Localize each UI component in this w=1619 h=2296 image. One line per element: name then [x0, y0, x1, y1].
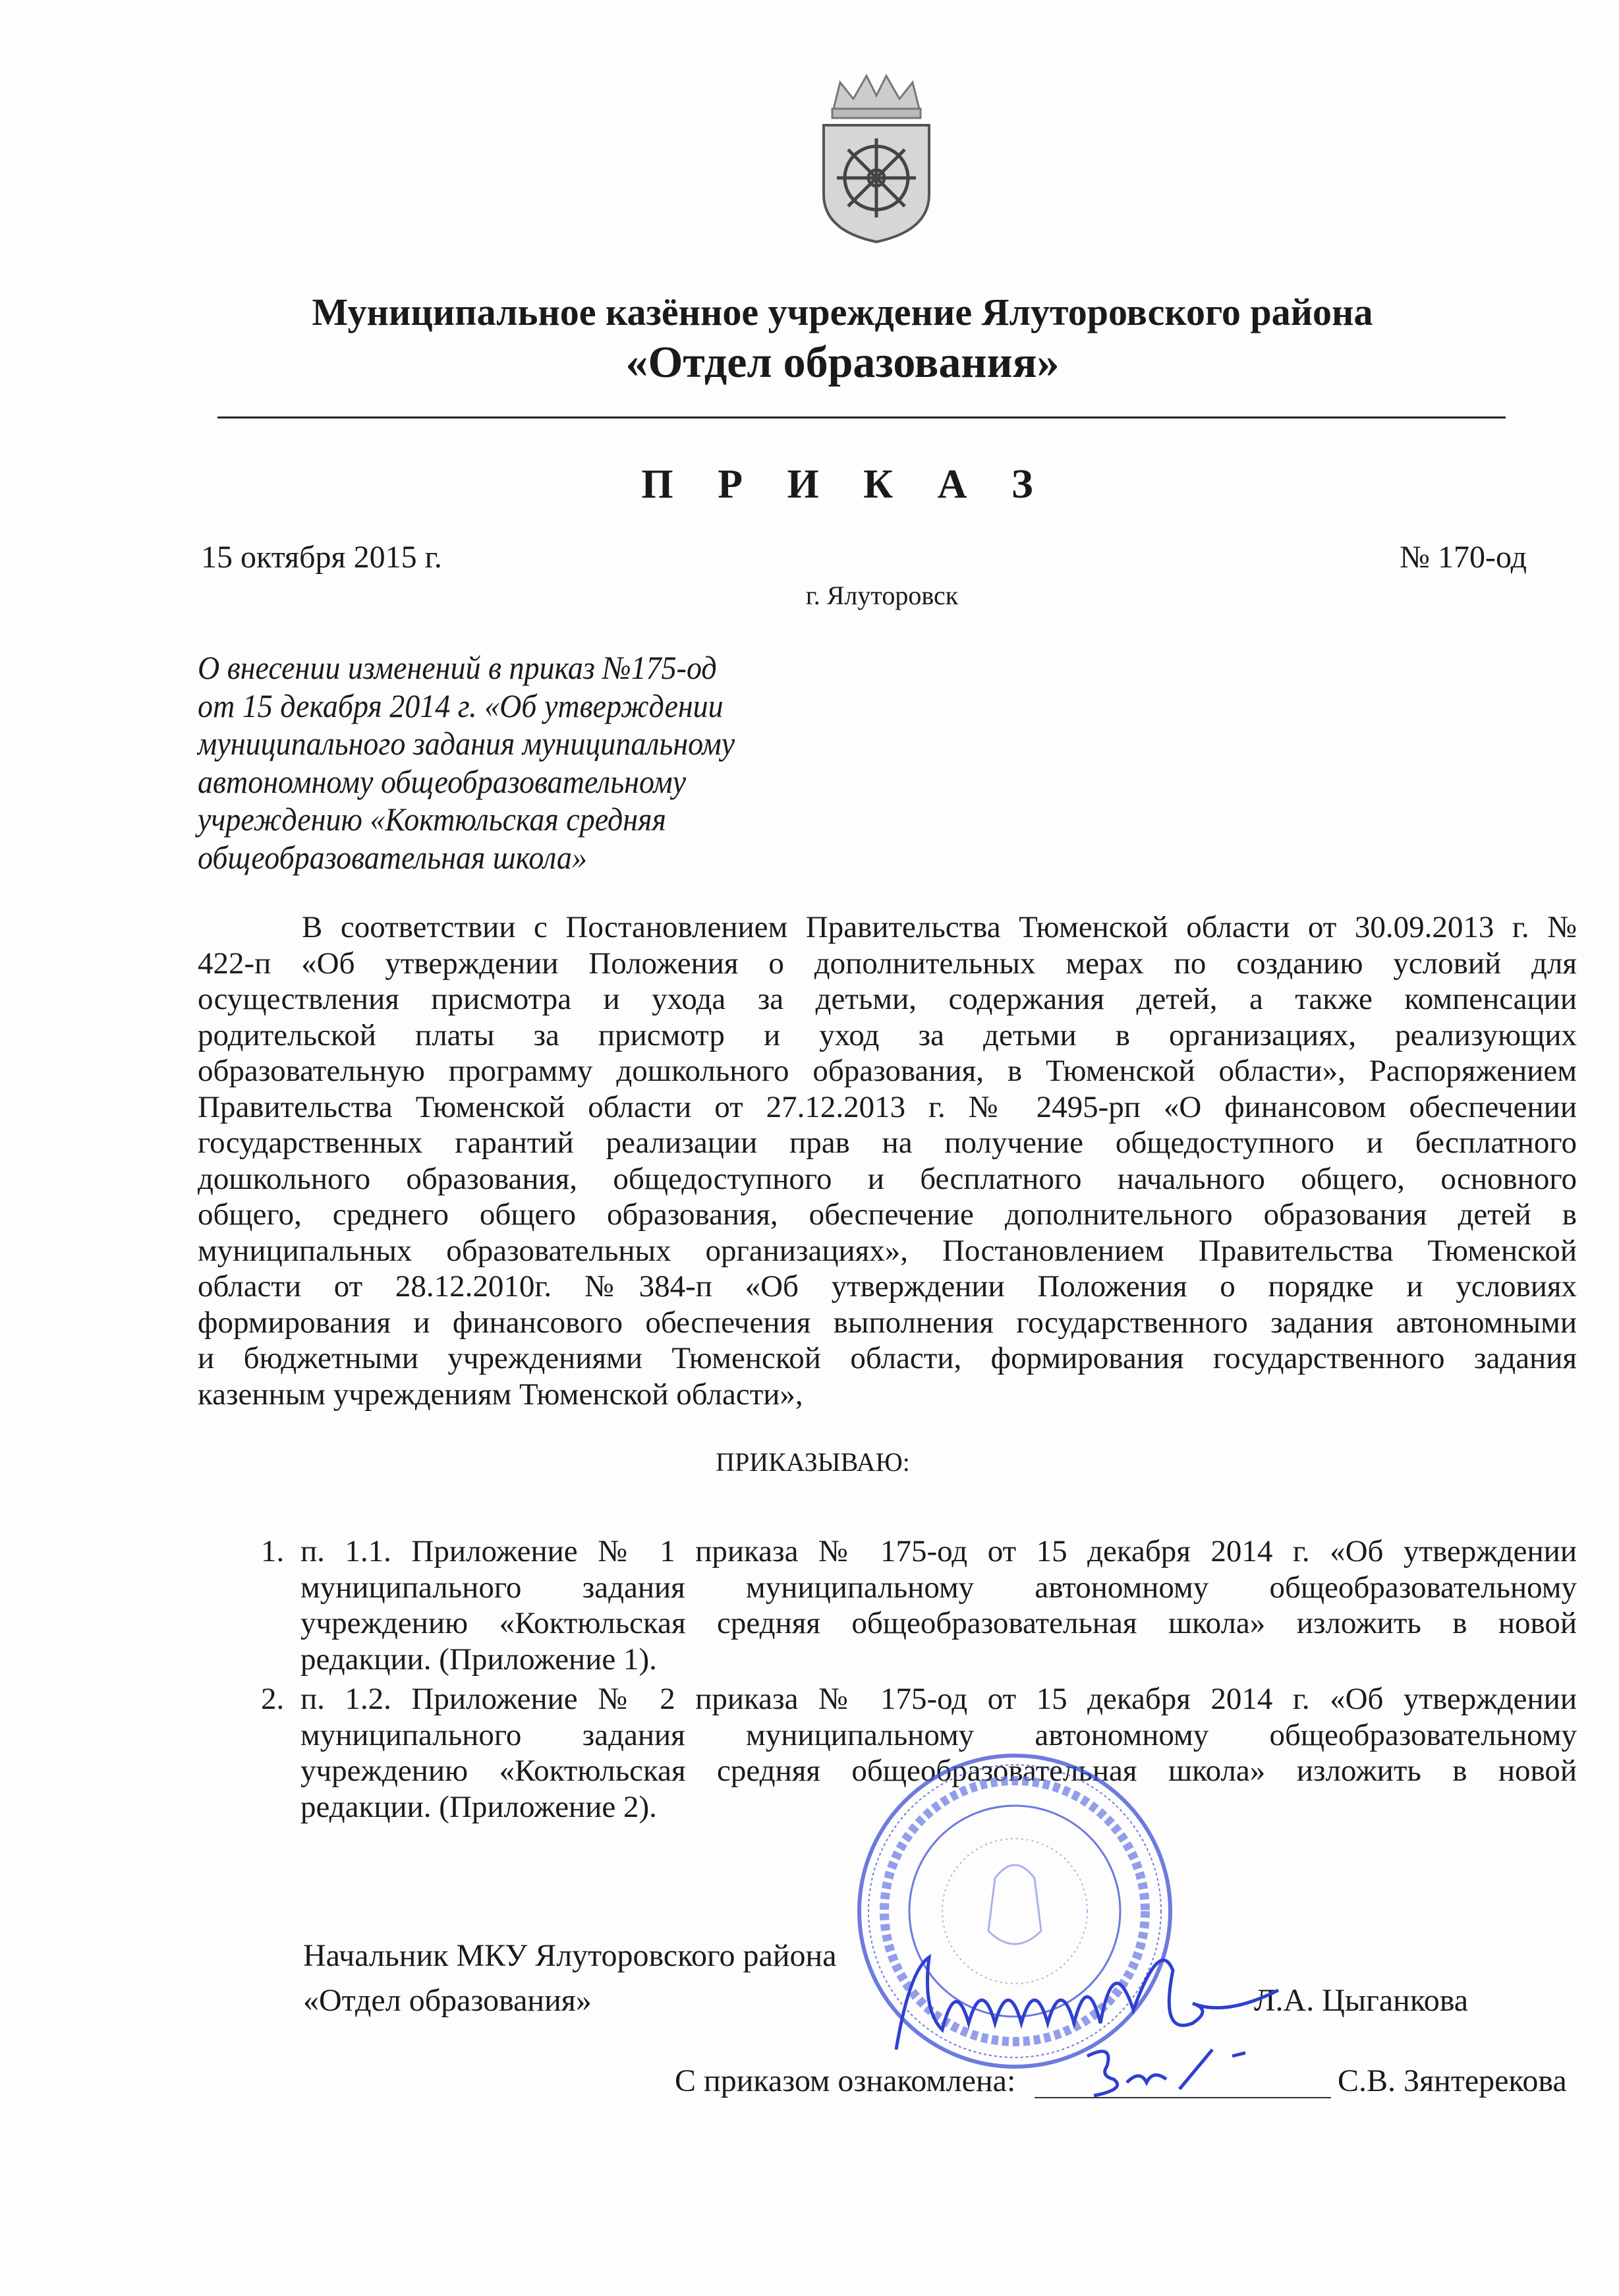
signatory-name: Л.А. Цыганкова: [1254, 1983, 1469, 2018]
item-line: редакции. (Приложение 1).: [300, 1642, 657, 1677]
subject-line: общеобразовательная школа»: [198, 838, 587, 876]
item-line: учреждению «Коктюльская средняя общеобразовательная школа» изложить в новой: [300, 1606, 1577, 1640]
item-line: муниципального задания муниципальному автономному общеобразовательному: [300, 1717, 1577, 1752]
coat-of-arms-icon: [814, 69, 939, 247]
subject-line: муниципального задания муниципальному: [198, 725, 735, 762]
signatory-department: «Отдел образования»: [303, 1983, 592, 2018]
signatory-position: Начальник МКУ Ялуторовского района: [303, 1938, 837, 1973]
item-line: учреждению «Коктюльская средняя общеобразовательная школа» изложить в новой: [300, 1754, 1577, 1788]
item-number: 1.: [261, 1534, 285, 1568]
order-item: [261, 1534, 1577, 1677]
item-line: муниципального задания муниципальному автономному общеобразовательному: [300, 1570, 1577, 1605]
subject-line: от 15 декабря 2014 г. «Об утверждении: [198, 687, 724, 724]
body-line: и бюджетными учреждениями Тюменской области, формирования государственного задания: [198, 1341, 1577, 1375]
body-line: муниципальных образовательных организациях», Постановлением Правительства Тюменской: [198, 1233, 1577, 1268]
body-line: казенным учреждениям Тюменской области»,: [198, 1377, 803, 1412]
body-line: государственных гарантий реализации прав на получение общедоступного и бесплатного: [198, 1126, 1577, 1160]
body-line: общего, среднего общего образования, обеспечение дополнительного образования детей в: [198, 1197, 1577, 1232]
acknowledged-name: С.В. Зянтерекова: [1338, 2063, 1567, 2098]
header-divider: [217, 416, 1506, 418]
body-line: области от 28.12.2010г. №384-п «Об утверждении Положения о порядке и условиях: [198, 1269, 1577, 1304]
item-line: редакции. (Приложение 2).: [300, 1789, 657, 1824]
order-word: ПРИКАЗЫВАЮ:: [716, 1447, 910, 1477]
item-number: 2.: [261, 1682, 285, 1716]
item-line: п. 1.1. Приложение № 1 приказа № 175-од от 15 декабря 2014 г. «Об утверждении: [300, 1534, 1577, 1568]
document-number: № 170-од: [1400, 540, 1527, 575]
acknowledgement-signature-icon: [1081, 2043, 1278, 2102]
document-subject: [198, 649, 735, 876]
body-line: В соответствии с Постановлением Правительства Тюменской области от 30.09.2013 г. №: [302, 910, 1577, 944]
subject-line: учреждению «Коктюльская средняя: [198, 801, 666, 838]
body-line: родительской платы за присмотр и уход за детьми в организациях, реализующих: [198, 1018, 1577, 1052]
document-title: П Р И К А З: [641, 462, 1050, 507]
document-city: г. Ялуторовск: [805, 581, 959, 610]
subject-line: О внесении изменений в приказ №175-од: [198, 649, 717, 686]
acknowledgement-label: С приказом ознакомлена:: [675, 2063, 1016, 2098]
body-line: осуществления присмотра и ухода за детьми, содержания детей, а также компенсации: [198, 982, 1577, 1016]
department-name: «Отдел образования»: [625, 337, 1060, 387]
body-line: Правительства Тюменской области от 27.12.2013 г. № 2495-рп «О финансовом обеспечении: [198, 1089, 1577, 1124]
body-paragraph: [198, 909, 1577, 1412]
subject-line: автономному общеобразовательному: [198, 762, 687, 800]
item-line: п. 1.2. Приложение № 2 приказа № 175-од от 15 декабря 2014 г. «Об утверждении: [300, 1682, 1577, 1716]
body-line: 422-п «Об утверждении Положения о дополнительных мерах по созданию условий для: [198, 946, 1577, 981]
body-line: образовательную программу дошкольного образования, в Тюменской области», Распоряжением: [198, 1054, 1577, 1088]
body-line: дошкольного образования, общедоступного и бесплатного начального общего, основного: [198, 1161, 1577, 1196]
document-date: 15 октября 2015 г.: [201, 540, 442, 575]
organization-name: Муниципальное казённое учреждение Ялуторовского района: [312, 291, 1373, 333]
body-line: формирования и финансового обеспечения выполнения государственного задания автономными: [198, 1305, 1577, 1340]
